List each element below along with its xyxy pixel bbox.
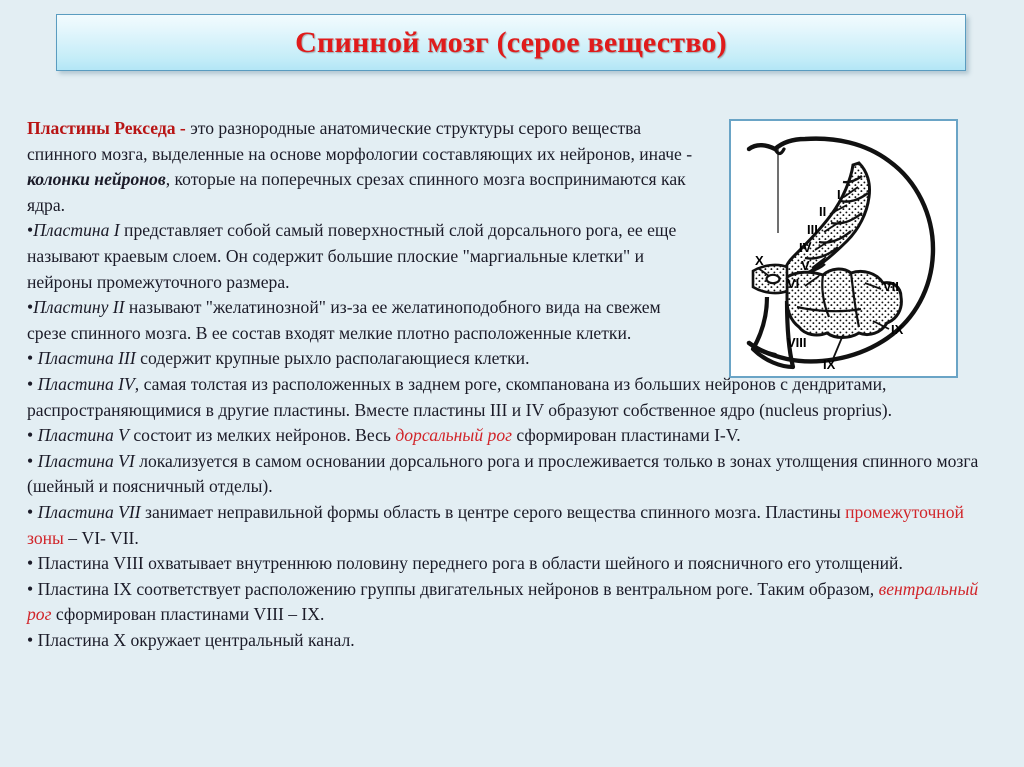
lamina-text-9-after: сформирован пластинами VIII – IX.	[51, 604, 325, 625]
lamina-text-6: локализуется в самом основании дорсального рога и прослеживается только в зонах утолщения спинного мозга (шейный и поясничный отделы).	[27, 450, 979, 497]
bullet-9: •	[27, 578, 38, 599]
lamina-item-9	[27, 577, 1002, 628]
lamina-name-1: Пластина I	[33, 220, 120, 241]
bullet-10: •	[27, 629, 38, 650]
lamina-name-2: Пластину II	[33, 297, 125, 318]
lamina-text-7-before: занимает неправильной формы область в центре серого вещества спинного мозга. Пластины	[140, 501, 846, 522]
lamina-item-2	[27, 295, 699, 346]
bullet-7: •	[27, 501, 38, 522]
bullet-4: •	[27, 373, 38, 394]
lamina-text-2: называют "желатинозной" из-за ее желатиноподобного вида на свежем срезе спинного мозга. В ее состав входят мелкие плотно расположенные клетки.	[27, 297, 661, 343]
lamina-name-6: Пластина VI	[37, 450, 135, 471]
lamina-ix-bottom-label: IX	[823, 357, 836, 372]
lamina-ii-label: II	[819, 204, 827, 219]
lamina-description-body	[27, 116, 1002, 653]
lamina-item-6	[27, 449, 1002, 500]
lamina-item-5	[27, 423, 1002, 449]
lamina-x-label: X	[755, 253, 764, 268]
bullet-3: •	[27, 348, 38, 369]
lamina-text-3: содержит крупные рыхло располагающиеся клетки.	[135, 348, 530, 369]
lamina-vi-label: VI	[787, 276, 800, 291]
ventral-horn-highlight: вентральный рог	[27, 578, 979, 625]
intro-text-2: , которые на поперечных срезах спинного мозга воспринимаются как ядра.	[27, 169, 686, 215]
intro-text-1: это разнородные анатомические структуры серого вещества спинного мозга, выделенные на основе морфологии составляющих их нейронов, иначе -	[27, 118, 693, 164]
lamina-vii-label: VII	[883, 279, 899, 294]
lamina-iii-label: III	[807, 222, 818, 237]
lamina-text-1: представляет собой самый поверхностный слой дорсального рога, ее еще называют краевым слоем. Он содержит большие плоские "маргиальные клетки" и нейроны промежуточного размера.	[27, 220, 677, 292]
lamina-ix-right-label: IX	[891, 322, 904, 337]
lamina-text-9-before: Пластина IX соответствует расположению группы двигательных нейронов в вентральном роге. Таким образом,	[37, 578, 879, 599]
lamina-item-7	[27, 500, 1002, 551]
lamina-item-1	[27, 218, 699, 295]
lamina-item-4	[27, 372, 1002, 423]
lamina-text-4: , самая толстая из расположенных в заднем роге, скомпанована из больших нейронов с дендритами, распространяющимися в другие пластины. Вместе пластины III и IV образуют собственное ядро (nucleus proprius).	[27, 373, 893, 420]
dorsal-horn-highlight: дорсальный рог	[395, 425, 512, 446]
lamina-text-5-after: сформирован пластинами I-V.	[511, 425, 741, 446]
lamina-name-4: Пластина IV	[37, 373, 135, 394]
bullet-6: •	[27, 450, 38, 471]
bullet-5: •	[27, 425, 38, 446]
lamina-text-10: Пластина X окружает центральный канал.	[37, 629, 355, 650]
lamina-name-5: Пластина V	[37, 425, 129, 446]
lamina-i-label: I	[837, 187, 841, 202]
lamina-item-8	[27, 551, 1002, 577]
intro-paragraph	[27, 116, 699, 218]
bullet-2: •	[27, 297, 34, 318]
intro-emphasis: колонки нейронов	[27, 169, 166, 190]
page-title: Спинной мозг (серое вещество)	[295, 25, 727, 59]
lamina-text-5-before: состоит из мелких нейронов. Весь	[128, 425, 396, 446]
intermediate-zone-highlight: промежуточной зоны	[27, 501, 964, 548]
title-banner	[56, 14, 966, 71]
lamina-v-label: V	[801, 258, 810, 273]
lamina-viii-label: VIII	[787, 335, 807, 350]
bullet-1: •	[27, 220, 34, 241]
bullet-8: •	[27, 553, 38, 574]
lamina-item-10	[27, 628, 1002, 654]
lamina-text-8: Пластина VIII охватывает внутреннюю половину переднего рога в области шейного и поясничного его утолщений.	[37, 553, 903, 574]
lamina-iv-label: IV	[799, 240, 812, 255]
lamina-name-7: Пластина VII	[37, 501, 141, 522]
lamina-name-3: Пластина III	[37, 348, 136, 369]
intro-lead-term: Пластины Рекседа -	[27, 118, 186, 138]
lamina-item-3	[27, 346, 699, 372]
lamina-text-7-after: – VI- VII.	[63, 527, 139, 548]
